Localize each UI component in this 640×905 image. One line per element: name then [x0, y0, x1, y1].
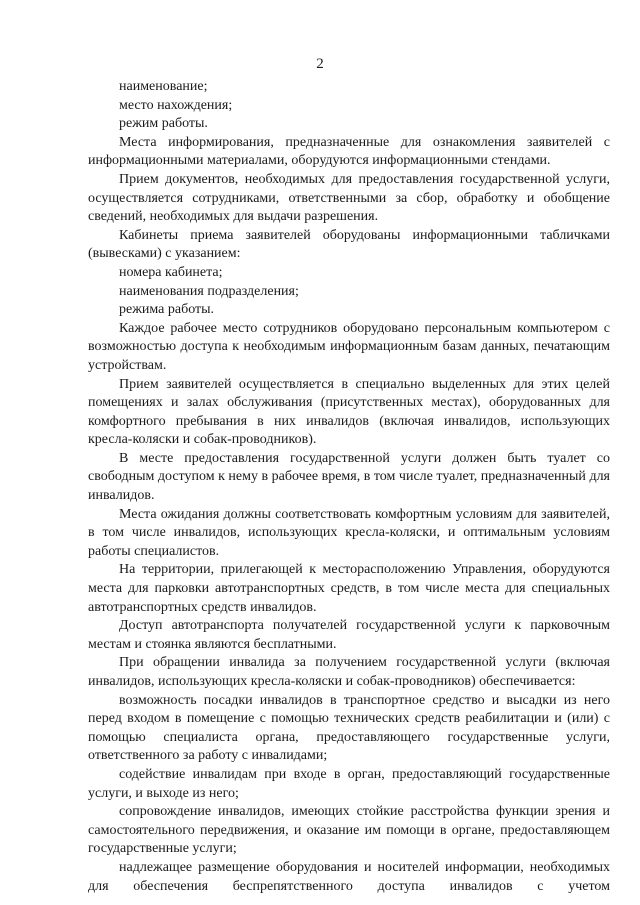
- list-item: место нахождения;: [119, 97, 233, 113]
- paragraph: Доступ автотранспорта получателей государственной услуги к парковочным местам и стоянка являются бесплатными.: [88, 618, 610, 652]
- list-item: режим работы.: [119, 116, 208, 132]
- paragraph: возможность посадки инвалидов в транспортное средство и высадки из него перед входом в помещение с помощью технических средств реабилитации и (или) с помощью специалиста органа, предоставляющего государственные услуги, ответственного за работу с инвалидами;: [88, 692, 610, 764]
- list-item: наименование;: [119, 79, 208, 94]
- list-item: номера кабинета;: [119, 264, 223, 280]
- paragraph: сопровождение инвалидов, имеющих стойкие расстройства функции зрения и самостоятельного передвижения, и оказание им помощи в органе, предоставляющем государственные услуги;: [88, 804, 610, 857]
- page-number: 2: [316, 56, 324, 72]
- paragraph: Кабинеты приема заявителей оборудованы информационными табличками (вывесками) с указанием:: [88, 227, 610, 262]
- paragraph: Прием заявителей осуществляется в специально выделенных для этих целей помещениях и залах обслуживания (присутственных местах), оборудованных для комфортного пребывания в них инвалидов (включая инвалидов, использующих кресла-коляски и собак-проводников).: [88, 376, 610, 448]
- paragraph: Места информирования, предназначенные для ознакомления заявителей с информационными материалами, оборудуются информационными стендами.: [88, 134, 610, 169]
- document-body: [88, 78, 610, 896]
- paragraph: Прием документов, необходимых для предоставления государственной услуги, осуществляется сотрудниками, ответственными за сбор, обработку и обобщение сведений, необходимых для выдачи разрешения.: [88, 171, 610, 225]
- paragraph: При обращении инвалида за получением государственной услуги (включая инвалидов, использующих кресла-коляски и собак-проводников) обеспечивается:: [88, 655, 610, 689]
- paragraph: В месте предоставления государственной услуги должен быть туалет со свободным доступом к нему в рабочее время, в том числе туалет, предназначенный для инвалидов.: [88, 450, 610, 504]
- paragraph: Места ожидания должны соответствовать комфортным условиям для заявителей, в том числе инвалидов, использующих кресла-коляски, и оптимальным условиям работы специалистов.: [88, 506, 610, 559]
- list-item: наименования подразделения;: [119, 283, 299, 299]
- list-item: режима работы.: [119, 302, 215, 318]
- paragraph: На территории, прилегающей к месторасположению Управления, оборудуются места для парковки автотранспортных средств, в том числе места для специальных автотранспортных средств инвалидов.: [88, 562, 610, 615]
- paragraph: содействие инвалидам при входе в орган, предоставляющий государственные услуги, и выходе из него;: [88, 766, 610, 801]
- paragraph: Каждое рабочее место сотрудников оборудовано персональным компьютером с возможностью доступа к необходимым информационным базам данных, печатающим устройствам.: [88, 320, 610, 373]
- paragraph: надлежащее размещение оборудования и носителей информации, необходимых для обеспечения беспрепятственного доступа инвалидов с учетом: [88, 859, 610, 894]
